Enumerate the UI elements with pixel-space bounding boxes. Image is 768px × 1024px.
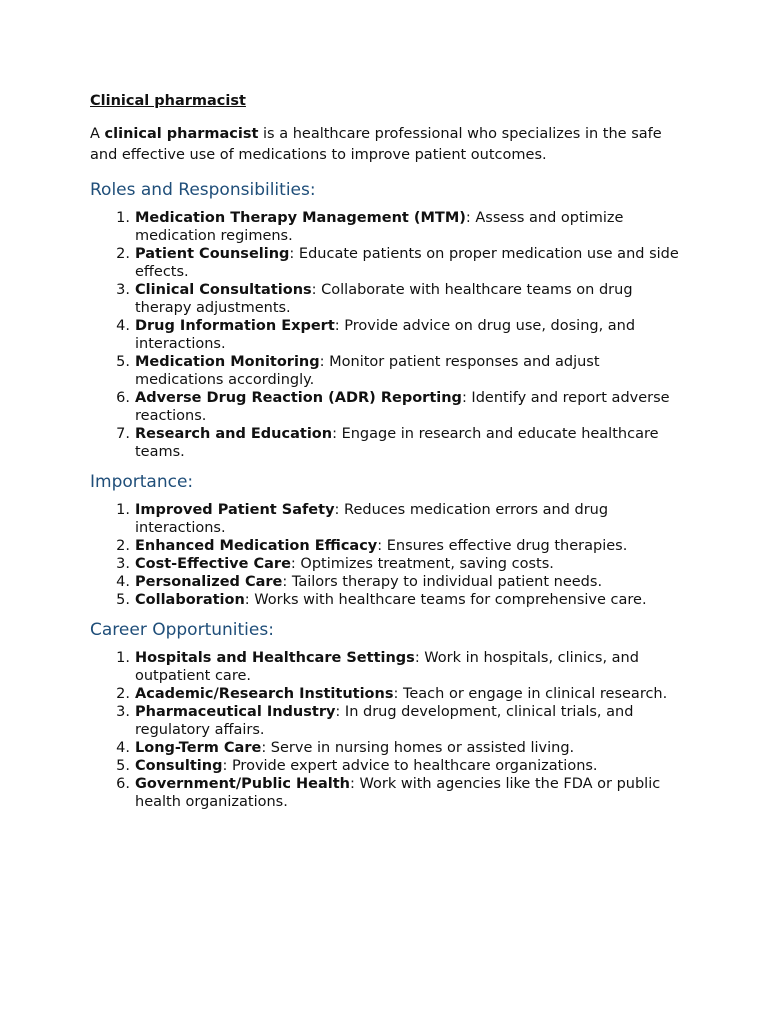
career-list	[90, 649, 690, 811]
list-number: 1.	[116, 502, 130, 518]
list-term: Improved Patient Safety	[135, 502, 335, 518]
list-number: 5.	[116, 758, 130, 774]
list-item	[90, 537, 690, 555]
list-term: Academic/Research Institutions	[135, 686, 394, 702]
list-term: Enhanced Medication Efficacy	[135, 538, 378, 554]
list-term: Consulting	[135, 758, 223, 774]
list-item	[90, 739, 690, 757]
list-number: 2.	[116, 686, 130, 702]
section-heading-roles: Roles and Responsibilities:	[90, 180, 316, 200]
list-item	[90, 685, 690, 703]
importance-list	[90, 501, 690, 609]
intro-prefix: A	[90, 126, 105, 142]
list-text: : Teach or engage in clinical research.	[393, 686, 668, 702]
document-title: Clinical pharmacist	[90, 93, 246, 109]
list-term: Pharmaceutical Industry	[135, 704, 336, 720]
list-term: Government/Public Health	[135, 776, 351, 792]
list-text: : Works with healthcare teams for comprehensive care.	[244, 592, 647, 608]
document-content	[90, 92, 690, 821]
list-text: : Tailors therapy to individual patient needs.	[282, 574, 603, 590]
list-number: 5.	[116, 354, 130, 370]
list-number: 4.	[116, 740, 130, 756]
list-term: Adverse Drug Reaction (ADR) Reporting	[135, 390, 462, 406]
list-item	[90, 591, 690, 609]
intro-paragraph	[90, 124, 690, 166]
list-term: Clinical Consultations	[135, 282, 312, 298]
list-item	[90, 389, 690, 425]
list-text: : Work in hospitals, clinics, and outpatient care.	[135, 650, 639, 684]
list-text: : Provide advice on drug use, dosing, and interactions.	[135, 318, 636, 352]
list-text: : Reduces medication errors and drug interactions.	[135, 502, 609, 536]
list-text: : Identify and report adverse reactions.	[135, 390, 670, 424]
list-number: 5.	[116, 592, 130, 608]
list-term: Hospitals and Healthcare Settings	[135, 650, 415, 666]
list-number: 3.	[116, 704, 130, 720]
list-term: Long-Term Care	[135, 740, 262, 756]
list-item	[90, 245, 690, 281]
list-text: : Monitor patient responses and adjust medications accordingly.	[135, 354, 600, 388]
list-item	[90, 757, 690, 775]
list-number: 4.	[116, 574, 130, 590]
list-item	[90, 209, 690, 245]
list-term: Collaboration	[135, 592, 245, 608]
list-text: : Provide expert advice to healthcare organizations.	[222, 758, 598, 774]
list-item	[90, 573, 690, 591]
intro-suffix: is a healthcare professional who specializes in the safe and effective use of medications to improve patient outcomes.	[90, 126, 662, 163]
section-heading-importance: Importance:	[90, 472, 194, 492]
list-item	[90, 649, 690, 685]
list-item	[90, 317, 690, 353]
list-number: 7.	[116, 426, 130, 442]
list-text: : Work with agencies like the FDA or public health organizations.	[135, 776, 661, 810]
list-number: 3.	[116, 556, 130, 572]
list-term: Medication Monitoring	[135, 354, 320, 370]
list-term: Personalized Care	[135, 574, 283, 590]
list-item	[90, 555, 690, 573]
section-heading-career: Career Opportunities:	[90, 620, 274, 640]
list-item	[90, 703, 690, 739]
list-number: 1.	[116, 210, 130, 226]
list-text: : Educate patients on proper medication use and side effects.	[135, 246, 679, 280]
list-term: Medication Therapy Management (MTM)	[135, 210, 466, 226]
list-number: 4.	[116, 318, 130, 334]
list-term: Drug Information Expert	[135, 318, 335, 334]
list-number: 2.	[116, 538, 130, 554]
list-text: : Serve in nursing homes or assisted living.	[261, 740, 575, 756]
list-text: : Collaborate with healthcare teams on drug therapy adjustments.	[135, 282, 633, 316]
list-item	[90, 501, 690, 537]
list-text: : Ensures effective drug therapies.	[377, 538, 628, 554]
list-text: : In drug development, clinical trials, and regulatory affairs.	[135, 704, 634, 738]
list-item	[90, 281, 690, 317]
list-term: Patient Counseling	[135, 246, 290, 262]
list-number: 3.	[116, 282, 130, 298]
list-number: 1.	[116, 650, 130, 666]
list-text: : Optimizes treatment, saving costs.	[290, 556, 554, 572]
list-term: Research and Education	[135, 426, 333, 442]
list-item	[90, 353, 690, 389]
roles-list	[90, 209, 690, 461]
list-number: 6.	[116, 390, 130, 406]
list-text: : Assess and optimize medication regimens.	[135, 210, 624, 244]
list-item	[90, 775, 690, 811]
list-number: 6.	[116, 776, 130, 792]
list-term: Cost-Effective Care	[135, 556, 291, 572]
intro-bold-term: clinical pharmacist	[104, 126, 259, 142]
list-text: : Engage in research and educate healthcare teams.	[135, 426, 659, 460]
list-item	[90, 425, 690, 461]
list-number: 2.	[116, 246, 130, 262]
